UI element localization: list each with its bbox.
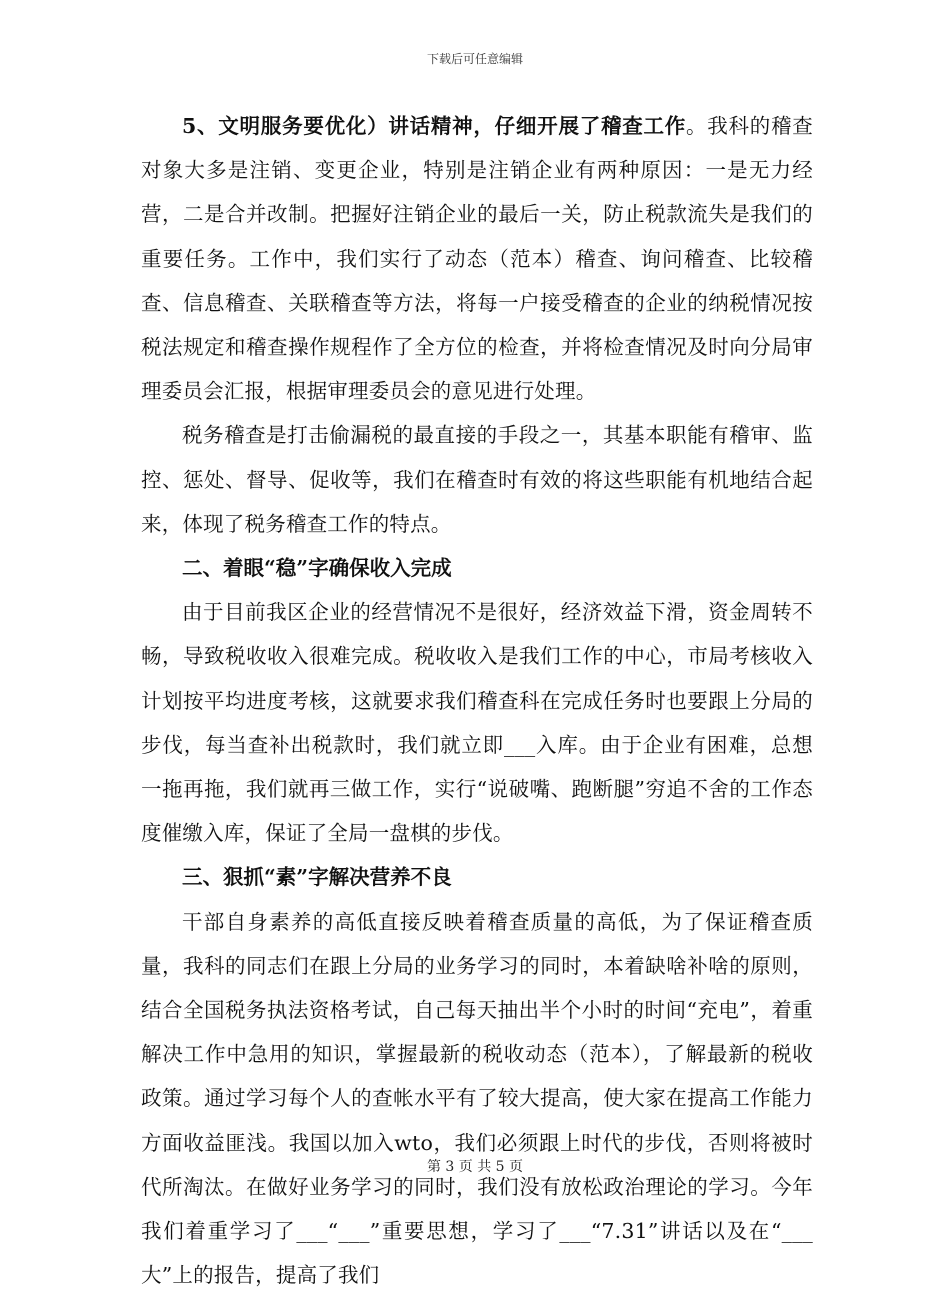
section-heading-3: 三、狠抓“素”字解决营养不良 (182, 865, 452, 890)
paragraph-2: 税务稽查是打击偷漏税的最直接的手段之一，其基本职能有稽审、监控、惩处、督导、促收等，我们在稽查时有效的将这些职能有机地结合起来，体现了税务稽查工作的特点。 (141, 423, 813, 536)
document-body (141, 104, 813, 1297)
paragraph-1-lead: 5、文明服务要优化）讲话精神，仔细开展了稽查工作 (182, 114, 686, 138)
page-number: 第 3 页 共 5 页 (426, 1159, 524, 1175)
paragraph-4: 干部自身素养的高低直接反映着稽查质量的高低，为了保证稽查质量，我科的同志们在跟上分局的业务学习的同时，本着缺啥补啥的原则，结合全国税务执法资格考试，自己每天抽出半个小时的时间“充电”，着重解决工作中急用的知识，掌握最新的税收动态（范本），了解最新的税收政策。通过学习每个人的查帐水平有了较大提高，使大家在提高工作能力方面收益匪浅。我国以加入wto，我们必须跟上时代的步伐，否则将被时代所淘汰。在做好业务学习的同时，我们没有放松政治理论的学习。今年我们着重学习了___“___”重要思想，学习了___“7.31”讲话以及在“___大”上的报告，提高了我们 (141, 909, 813, 1288)
paragraph-1 (141, 104, 813, 413)
header-note: 下载后可任意编辑 (426, 52, 523, 66)
paragraph-3: 由于目前我区企业的经营情况不是很好，经济效益下滑，资金周转不畅，导致税收收入很难完成。税收收入是我们工作的中心，市局考核收入计划按平均进度考核，这就要求我们稽查科在完成任务时也要跟上分局的步伐，每当查补出税款时，我们就立即___入库。由于企业有困难，总想一拖再拖，我们就再三做工作，实行“说破嘴、跑断腿”穷追不舍的工作态度催缴入库，保证了全局一盘棋的步伐。 (141, 600, 813, 846)
section-heading-2: 二、着眼“稳”字确保收入完成 (182, 556, 452, 581)
paragraph-1-text: 。我科的稽查对象大多是注销、变更企业，特别是注销企业有两种原因：一是无力经营，二是合并改制。把握好注销企业的最后一关，防止税款流失是我们的重要任务。工作中，我们实行了动态（范本）稽查、询问稽查、比较稽查、信息稽查、关联稽查等方法，将每一户接受稽查的企业的纳税情况按税法规定和稽查操作规程作了全方位的检查，并将检查情况及时向分局审理委员会汇报，根据审理委员会的意见进行处理。 (141, 114, 813, 404)
